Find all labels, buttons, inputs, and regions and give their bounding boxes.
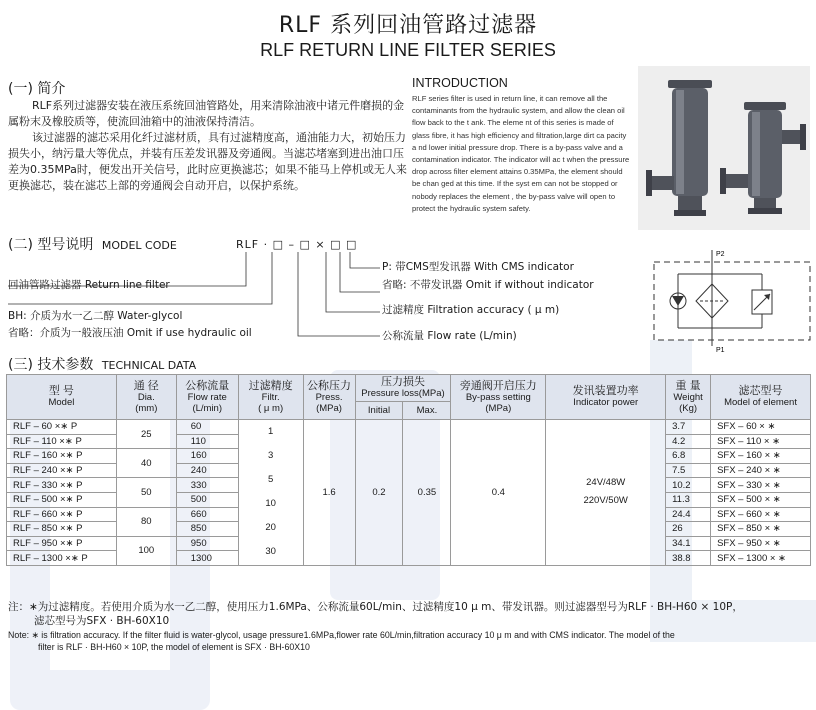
cell-element: SFX – 500 × ∗ [711, 492, 811, 507]
cell-weight: 26 [666, 522, 711, 537]
note-cn-line1: 注：∗为过滤精度。若使用介质为水一乙二醇，使用压力1.6MPa、公称流量60L/min、过滤精度10 μ m、带发讯器。则过滤器型号为RLF · BH-H60 × 10P， [8, 601, 743, 613]
cell-element: SFX – 60 × ∗ [711, 420, 811, 435]
model-code-heading-en: MODEL CODE [101, 239, 177, 252]
cell-flow: 330 [176, 478, 238, 493]
filtr-value: 20 [265, 522, 276, 534]
cell-element: SFX – 160 × ∗ [711, 449, 811, 464]
cell-model: RLF – 110 ×∗ P [7, 434, 117, 449]
product-photo [638, 66, 810, 230]
cell-element: SFX – 1300 × ∗ [711, 551, 811, 566]
note-cn-line2: 滤芯型号为SFX · BH-60X10 [34, 615, 170, 627]
cell-model: RLF – 160 ×∗ P [7, 449, 117, 464]
cell-dia: 100 [116, 536, 176, 565]
cell-model: RLF – 60 ×∗ P [7, 420, 117, 435]
cell-weight: 7.5 [666, 463, 711, 478]
code-flow: 公称流量 Flow rate (L/min) [382, 330, 517, 342]
intro-text-en: RLF series filter is used in return line, it can remove all the contaminants from the hydraulic system, and allow the clean oil flow back to the t ank. The eleme nt of this series is made of glass fibre, it has high efficiency and filtration,large dirt ca pacity a nd lower initial pressure drop. There is a by-pass valve and a contamination indicator. The indicator will ac t when the pressure drop across filter element attains 0.35MPa, the element should be chan ged at this time. If the syst em can not be stopped or nobody replaces the element , the by-pass valve will open to protect the hydraulic system safety. [412, 94, 630, 213]
code-omit-indicator: 省略: 不带发讯器 Omit if without indicator [382, 279, 594, 291]
filtr-value: 3 [267, 450, 274, 462]
th-pressure-loss: 压力损失 Pressure loss(MPa) [355, 375, 451, 402]
cell-flow: 660 [176, 507, 238, 522]
code-filtration: 过滤精度 Filtration accuracy ( μ m) [382, 304, 560, 316]
cell-loss-max: 0.35 [403, 420, 451, 566]
cell-loss-initial: 0.2 [355, 420, 403, 566]
code-bh: BH: 介质为水一乙二醇 Water-glycol [8, 310, 183, 322]
table-row [7, 420, 811, 435]
cell-element: SFX – 950 × ∗ [711, 536, 811, 551]
cell-model: RLF – 1300 ×∗ P [7, 551, 117, 566]
cell-dia: 80 [116, 507, 176, 536]
cell-flow: 240 [176, 463, 238, 478]
cell-model: RLF – 660 ×∗ P [7, 507, 117, 522]
filtr-value: 30 [265, 546, 276, 558]
cell-weight: 11.3 [666, 492, 711, 507]
intro-heading-cn: (一) 简介 [8, 81, 66, 97]
cell-model: RLF – 850 ×∗ P [7, 522, 117, 537]
th-flow: 公称流量 Flow rate (L/min) [176, 375, 238, 420]
cell-flow: 160 [176, 449, 238, 464]
model-code-pattern: RLF · □ – □ × □ □ [236, 238, 358, 251]
label-p1: P1 [716, 347, 725, 354]
tech-heading [8, 354, 196, 374]
power-value: 24V/48W [586, 477, 626, 489]
cell-dia: 50 [116, 478, 176, 507]
cell-weight: 10.2 [666, 478, 711, 493]
th-initial: Initial [355, 402, 403, 420]
cell-weight: 24.4 [666, 507, 711, 522]
note-en [8, 629, 816, 653]
cell-flow: 500 [176, 492, 238, 507]
cell-flow: 110 [176, 434, 238, 449]
label-p2: P2 [716, 251, 725, 258]
th-indicator-power: 发讯装置功率 Indicator power [546, 375, 666, 420]
spec-table [6, 374, 811, 566]
cell-model: RLF – 950 ×∗ P [7, 536, 117, 551]
note-en-line1: Note: ∗ is filtration accuracy. If the filter fluid is water-glycol, usage pressure1.6MPa,flower rate 60L/min,filtration accuracy 10 μ m and with CMS indicator. The model of the [8, 630, 675, 640]
cell-weight: 3.7 [666, 420, 711, 435]
model-code-heading-cn: (二) 型号说明 [8, 237, 94, 253]
th-bypass: 旁通阀开启压力 By-pass setting (MPa) [451, 375, 546, 420]
cell-weight: 4.2 [666, 434, 711, 449]
th-model: 型 号 Model [7, 375, 117, 420]
filtr-value: 1 [267, 426, 274, 438]
tech-heading-cn: (三) 技术参数 [8, 357, 94, 373]
cell-weight: 38.8 [666, 551, 711, 566]
hydraulic-schematic [652, 246, 812, 354]
th-max: Max. [403, 402, 451, 420]
cell-pressure: 1.6 [303, 420, 355, 566]
th-pressure: 公称压力 Press. (MPa) [303, 375, 355, 420]
note-cn [8, 600, 816, 628]
filtr-value: 5 [267, 474, 274, 486]
code-return-filter: 回油管路过滤器 Return line filter [8, 279, 170, 291]
intro-paragraph-1: RLF系列过滤器安装在液压系统回油管路处，用来清除油液中诸元件磨损的金属粉末及橡胶质等，使流回油箱中的油液保持清洁。 [8, 99, 405, 128]
cell-element: SFX – 110 × ∗ [711, 434, 811, 449]
cell-weight: 34.1 [666, 536, 711, 551]
th-dia: 通 径 Dia. (mm) [116, 375, 176, 420]
cell-element: SFX – 240 × ∗ [711, 463, 811, 478]
cell-dia: 40 [116, 449, 176, 478]
cell-bypass: 0.4 [451, 420, 546, 566]
th-filtr: 过滤精度 Filtr. ( μ m) [238, 375, 303, 420]
cell-flow: 950 [176, 536, 238, 551]
th-weight: 重 量 Weight (Kg) [666, 375, 711, 420]
th-element: 滤芯型号 Model of element [711, 375, 811, 420]
cell-flow: 1300 [176, 551, 238, 566]
cell-model: RLF – 330 ×∗ P [7, 478, 117, 493]
filtr-value: 10 [265, 498, 276, 510]
cell-flow: 850 [176, 522, 238, 537]
intro-heading-en: INTRODUCTION [412, 76, 508, 90]
cell-model: RLF – 500 ×∗ P [7, 492, 117, 507]
page-title-cn: RLF 系列回油管路过滤器 [278, 13, 538, 38]
cell-filtr [238, 420, 303, 566]
cell-model: RLF – 240 ×∗ P [7, 463, 117, 478]
intro-text-cn [8, 98, 410, 194]
power-value: 220V/50W [583, 495, 628, 507]
intro-paragraph-2: 该过滤器的滤芯采用化纤过滤材质，具有过滤精度高，通油能力大，初始压力损失小，纳污量大等优点，并装有压差发讯器及旁通阀。当滤芯堵塞到进出油口压差为0.35MPa时，便发出开关信号，此时应更换滤芯；如果不能马上停机或无人来更换滤芯，装在滤芯上部的旁通阀会自动开启，以保护系统。 [8, 131, 407, 192]
cell-element: SFX – 330 × ∗ [711, 478, 811, 493]
cell-element: SFX – 850 × ∗ [711, 522, 811, 537]
cell-flow: 60 [176, 420, 238, 435]
page-title-en: RLF RETURN LINE FILTER SERIES [260, 40, 556, 60]
note-en-line2: filter is RLF · BH-H60 × 10P, the model of element is SFX · BH-60X10 [38, 642, 310, 652]
cell-dia: 25 [116, 420, 176, 449]
code-p-cms: P: 带CMS型发讯器 With CMS indicator [382, 261, 574, 273]
cell-element: SFX – 660 × ∗ [711, 507, 811, 522]
cell-indicator-power [546, 420, 666, 566]
cell-weight: 6.8 [666, 449, 711, 464]
code-omit-medium: 省略：介质为一般液压油 Omit if use hydraulic oil [8, 327, 252, 339]
tech-heading-en: TECHNICAL DATA [101, 359, 197, 372]
